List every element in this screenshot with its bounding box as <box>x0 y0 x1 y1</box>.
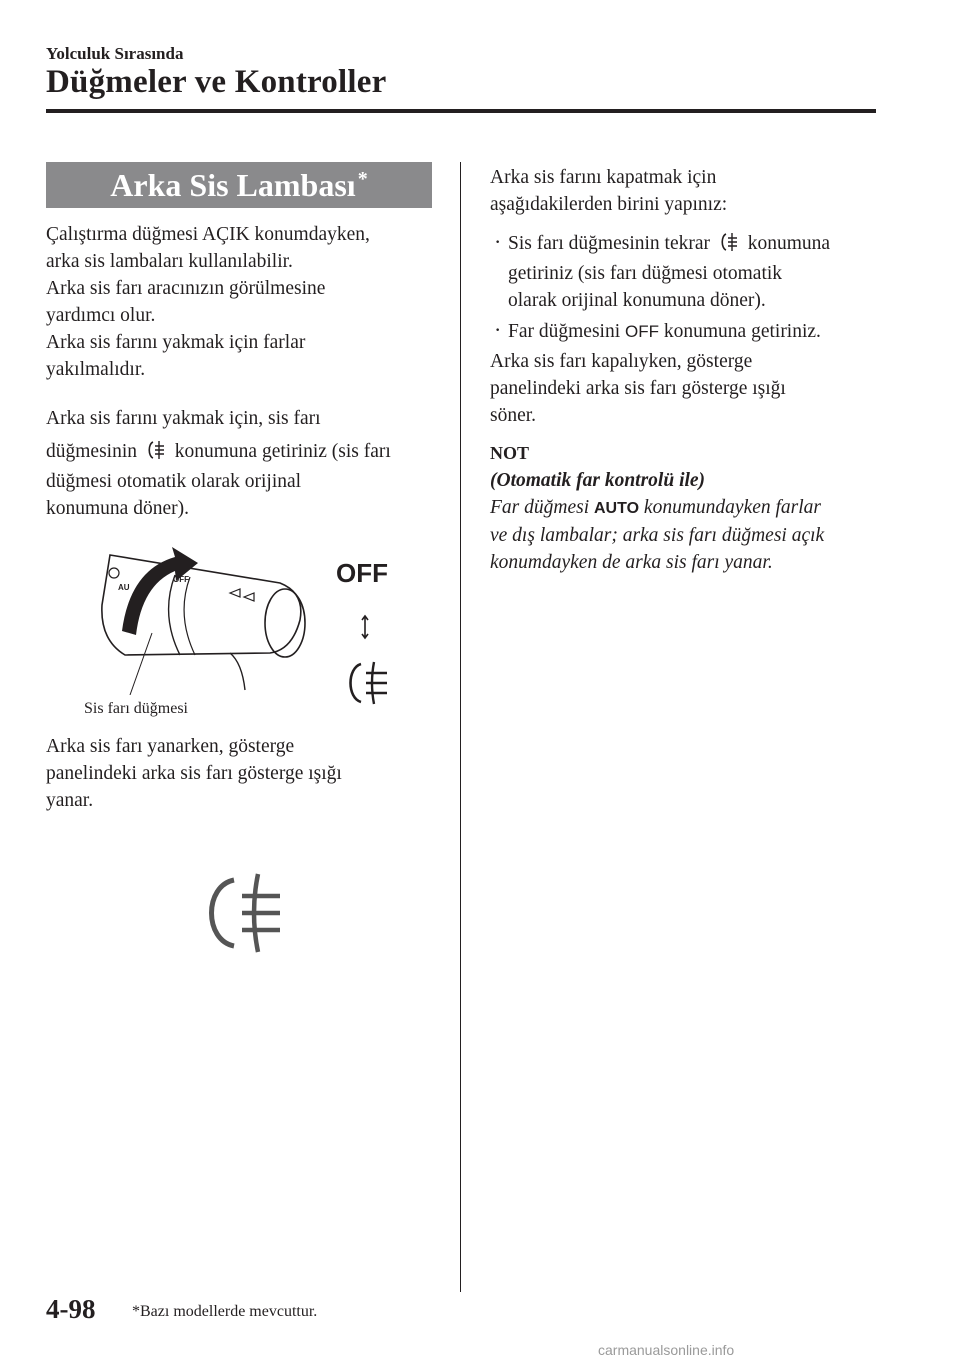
text-line <box>490 494 890 522</box>
text-line: arka sis lambaları kullanılabilir. <box>46 251 293 272</box>
text-line: konumdayken de arka sis farı yanar. <box>490 552 773 573</box>
text-segment: konumuna <box>747 233 831 254</box>
section-heading-text: Arka Sis Lambası <box>110 166 356 203</box>
text-line: Arka sis farı aracınızın görülmesine <box>46 278 326 299</box>
text-line: panelindeki arka sis farı gösterge ışığı <box>490 378 786 399</box>
text-segment: Sis farı düğmesinin tekrar <box>508 233 710 254</box>
rear-fog-light-icon <box>343 660 393 711</box>
indicator-off-paragraph <box>490 348 890 429</box>
text-line: Arka sis farını yakmak için, sis farı <box>46 408 321 429</box>
text-line: ve dış lambalar; arka sis farı düğmesi açık <box>490 525 825 546</box>
rear-fog-light-icon <box>718 232 740 260</box>
fog-switch-illustration <box>80 545 340 695</box>
list-item <box>490 318 890 345</box>
text-line: düğmesi otomatik olarak orijinal <box>46 471 302 492</box>
list-item <box>490 230 890 314</box>
turn-off-paragraph <box>490 164 890 218</box>
watermark: carmanualsonline.info <box>598 1342 735 1358</box>
text-line: Arka sis farını kapatmak için <box>490 167 717 188</box>
note-label: NOT <box>490 443 530 463</box>
page-number: 4-98 <box>46 1294 96 1324</box>
text-line: Arka sis farı kapalıyken, gösterge <box>490 351 753 372</box>
title-rule <box>46 109 876 113</box>
off-position-label: OFF <box>336 558 388 588</box>
text-segment: konumundayken farlar <box>643 497 822 518</box>
text-line: Çalıştırma düğmesi AÇIK konumdayken, <box>46 224 370 245</box>
switch-direction-arrow-icon <box>360 614 370 645</box>
column-divider <box>460 162 461 1292</box>
footnote-marker: * <box>357 167 368 190</box>
text-line <box>508 230 890 260</box>
svg-text:OFF: OFF <box>173 575 189 584</box>
section-label: Yolculuk Sırasında <box>46 44 184 63</box>
rear-fog-indicator-icon <box>198 870 288 961</box>
text-line: konumuna döner). <box>46 498 189 519</box>
off-position-word: OFF <box>625 322 659 341</box>
text-line: yakılmalıdır. <box>46 359 146 380</box>
note-title: (Otomatik far kontrolü ile) <box>490 470 706 491</box>
text-line: yardımcı olur. <box>46 305 156 326</box>
text-segment: konumuna getiriniz (sis farı <box>174 441 391 462</box>
bullet-list <box>490 230 890 345</box>
text-line: söner. <box>490 405 537 426</box>
figure-caption: Sis farı düğmesi <box>84 700 188 717</box>
text-line: aşağıdakilerden birini yapınız: <box>490 194 728 215</box>
text-line: Arka sis farı yanarken, gösterge <box>46 736 295 757</box>
footnote: *Bazı modellerde mevcuttur. <box>132 1303 318 1320</box>
text-segment: düğmesinin <box>46 441 137 462</box>
text-line <box>46 438 446 468</box>
text-segment: Far düğmesi <box>490 497 590 518</box>
text-line: Arka sis farını yakmak için farlar <box>46 332 306 353</box>
page-title: Düğmeler ve Kontroller <box>46 64 387 100</box>
rear-fog-light-icon <box>145 440 167 468</box>
text-segment: Far düğmesini <box>508 321 621 342</box>
text-line: yanar. <box>46 790 94 811</box>
note-block <box>490 440 890 576</box>
text-line: panelindeki arka sis farı gösterge ışığı <box>46 763 342 784</box>
text-segment: konumuna getiriniz. <box>663 321 821 342</box>
svg-text:AU: AU <box>118 583 130 592</box>
indicator-on-paragraph <box>46 733 446 814</box>
auto-position-word: AUTO <box>594 500 640 517</box>
text-line: getiriniz (sis farı düğmesi otomatik <box>508 263 783 284</box>
intro-paragraph <box>46 221 446 383</box>
text-line: olarak orijinal konumuna döner). <box>508 290 766 311</box>
text-line <box>508 318 890 345</box>
section-heading <box>46 162 432 208</box>
turn-on-paragraph <box>46 405 446 522</box>
